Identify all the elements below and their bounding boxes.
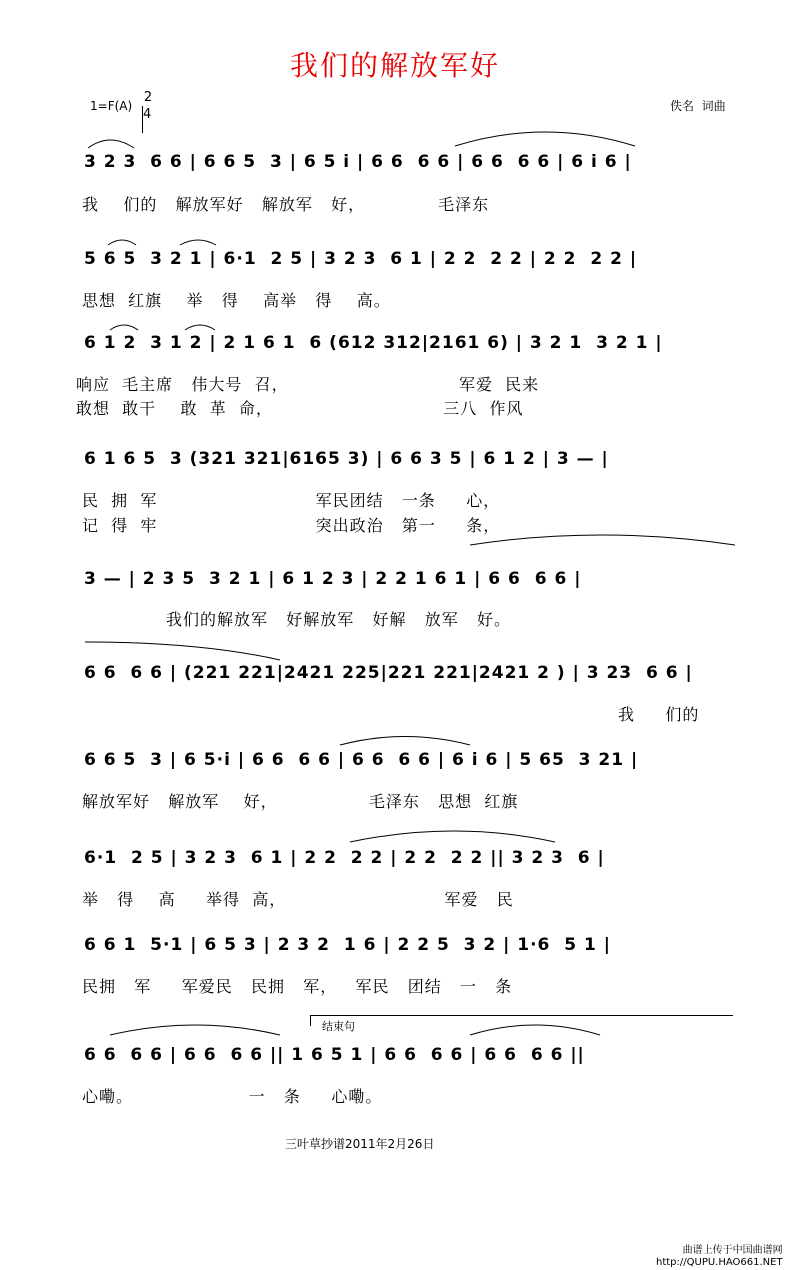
time-signature-top: 2 — [143, 90, 153, 105]
lyric-row-7: 解放军好 解放军 好， 毛泽东 思想 红旗 — [82, 792, 519, 811]
lyric-row-4-verse-2: 记 得 牢 突出政治 第一 条， — [82, 516, 501, 535]
slur-arc — [85, 642, 280, 660]
slur-arc — [110, 325, 138, 330]
score-title: 我们的解放军好 — [289, 49, 500, 82]
site-credit: 曲谱上传于中国曲谱网 http://QUPU.HAO661.NET — [656, 1245, 783, 1268]
notation-row-10: 6 6 6 6 | 6 6 6 6 || 1 6 5 1 | 6 6 6 6 | 6 6 6 6 || — [84, 1045, 585, 1065]
notation-row-9: 6 6 1 5·1 | 6 5 3 | 2 3 2 1 6 | 2 2 5 3 2 | 1·6 5 1 | — [84, 935, 611, 955]
ending-label: 结束句 — [322, 1020, 355, 1033]
slur-arc — [108, 240, 136, 245]
notation-row-4: 6 1 6 5 3 (321 321|6165 3) | 6 6 3 5 | 6 1 2 | 3 — | — [84, 449, 609, 469]
lyric-row-8: 举 得 高 举得 高， 军爱 民 — [82, 890, 514, 909]
slur-arc — [350, 831, 555, 842]
notation-row-1: 3 2 3 6 6 | 6 6 5 3 | 6 5 i | 6 6 6 6 | 6 6 6 6 | 6 i 6 | — [84, 152, 632, 172]
lyric-row-3-verse-1: 响应 毛主席 伟大号 召， 军爱 民来 — [76, 375, 540, 394]
lyric-row-9: 民拥 军 军爱民 民拥 军， 军民 团结 一 条 — [82, 977, 513, 996]
notation-row-6: 6 6 6 6 | (221 221|2421 225|221 221|2421 2 ) | 3 23 6 6 | — [84, 663, 693, 683]
notation-row-7: 6 6 5 3 | 6 5·i | 6 6 6 6 | 6 6 6 6 | 6 i 6 | 5 65 3 21 | — [84, 750, 639, 770]
lyric-row-10: 心嘞。 一 条 心嘞。 — [82, 1087, 383, 1106]
slur-arc — [470, 1025, 600, 1035]
slur-arc — [88, 140, 134, 148]
notation-row-3: 6 1 2 3 1 2 | 2 1 6 1 6 (612 312|2161 6) | 3 2 1 3 2 1 | — [84, 333, 663, 353]
slur-arc — [470, 535, 735, 545]
lyric-row-4-verse-1: 民 拥 军 军民团结 一条 心， — [82, 491, 501, 510]
slur-arc — [180, 240, 216, 245]
lyric-row-1: 我 们的 解放军好 解放军 好， 毛泽东 — [82, 195, 490, 214]
slur-arc — [110, 1025, 280, 1035]
slur-arc — [455, 132, 635, 146]
time-signature-bottom: 4 — [142, 106, 143, 133]
notation-row-2: 5 6 5 3 2 1 | 6·1 2 5 | 3 2 3 6 1 | 2 2 2 2 | 2 2 2 2 | — [84, 249, 638, 269]
lyric-row-2: 思想 红旗 举 得 高举 得 高。 — [82, 291, 391, 310]
author-credit: 佚名 词曲 — [670, 99, 726, 113]
lyric-row-3-verse-2: 敢想 敢干 敢 革 命， 三八 作风 — [76, 399, 524, 418]
lyric-row-5: 我们的解放军 好解放军 好解 放军 好。 — [166, 610, 512, 629]
notation-row-8: 6·1 2 5 | 3 2 3 6 1 | 2 2 2 2 | 2 2 2 2 || 3 2 3 6 | — [84, 848, 605, 868]
lyric-row-6: 我 们的 — [618, 705, 700, 724]
notation-row-5: 3 — | 2 3 5 3 2 1 | 6 1 2 3 | 2 2 1 6 1 | 6 6 6 6 | — [84, 569, 582, 589]
slur-arc — [340, 737, 470, 746]
slur-arc — [185, 325, 215, 330]
transcription-note: 三叶草抄谱2011年2月26日 — [285, 1137, 435, 1151]
key-signature: 1=F(A) — [90, 99, 133, 113]
